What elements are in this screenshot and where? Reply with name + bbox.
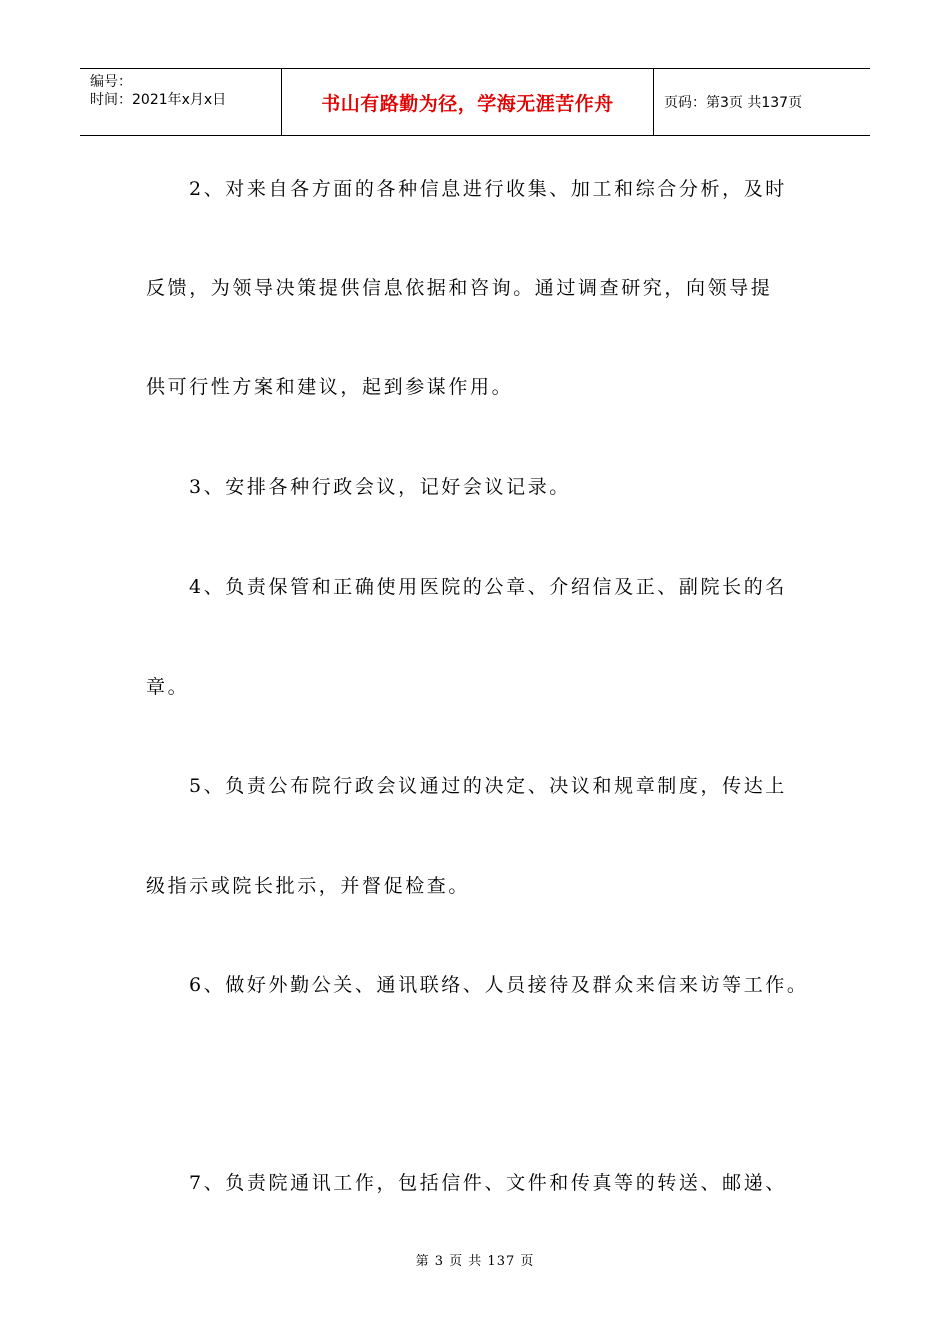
body-line: 4、负责保管和正确使用医院的公章、介绍信及正、副院长的名 — [189, 576, 787, 598]
body-line: 6、做好外勤公关、通讯联络、人员接待及群众来信来访等工作。 — [189, 974, 809, 996]
header-page-cell — [654, 69, 870, 135]
page-info: 页码：第3页 共137页 — [664, 95, 803, 111]
time-label: 时间：2021年x月x日 — [90, 92, 227, 108]
body-line: 反馈，为领导决策提供信息依据和咨询。通过调查研究，向领导提 — [146, 277, 773, 299]
body-line: 7、负责院通讯工作，包括信件、文件和传真等的转送、邮递、 — [189, 1172, 787, 1194]
body-line: 5、负责公布院行政会议通过的决定、决议和规章制度，传达上 — [189, 775, 787, 797]
body-line: 2、对来自各方面的各种信息进行收集、加工和综合分析，及时 — [189, 178, 787, 200]
header-meta-cell — [80, 69, 282, 135]
body-line: 3、安排各种行政会议，记好会议记录。 — [189, 476, 571, 498]
body-line: 级指示或院长批示，并督促检查。 — [146, 875, 471, 897]
body-line: 供可行性方案和建议，起到参谋作用。 — [146, 376, 514, 398]
page-footer: 第 3 页 共 137 页 — [415, 1254, 535, 1269]
body-line: 章。 — [146, 676, 190, 698]
motto-text: 书山有路勤为径，学海无涯苦作舟 — [321, 92, 614, 115]
header-motto-cell — [282, 69, 654, 135]
number-label: 编号： — [90, 74, 132, 90]
page-header — [80, 68, 870, 136]
